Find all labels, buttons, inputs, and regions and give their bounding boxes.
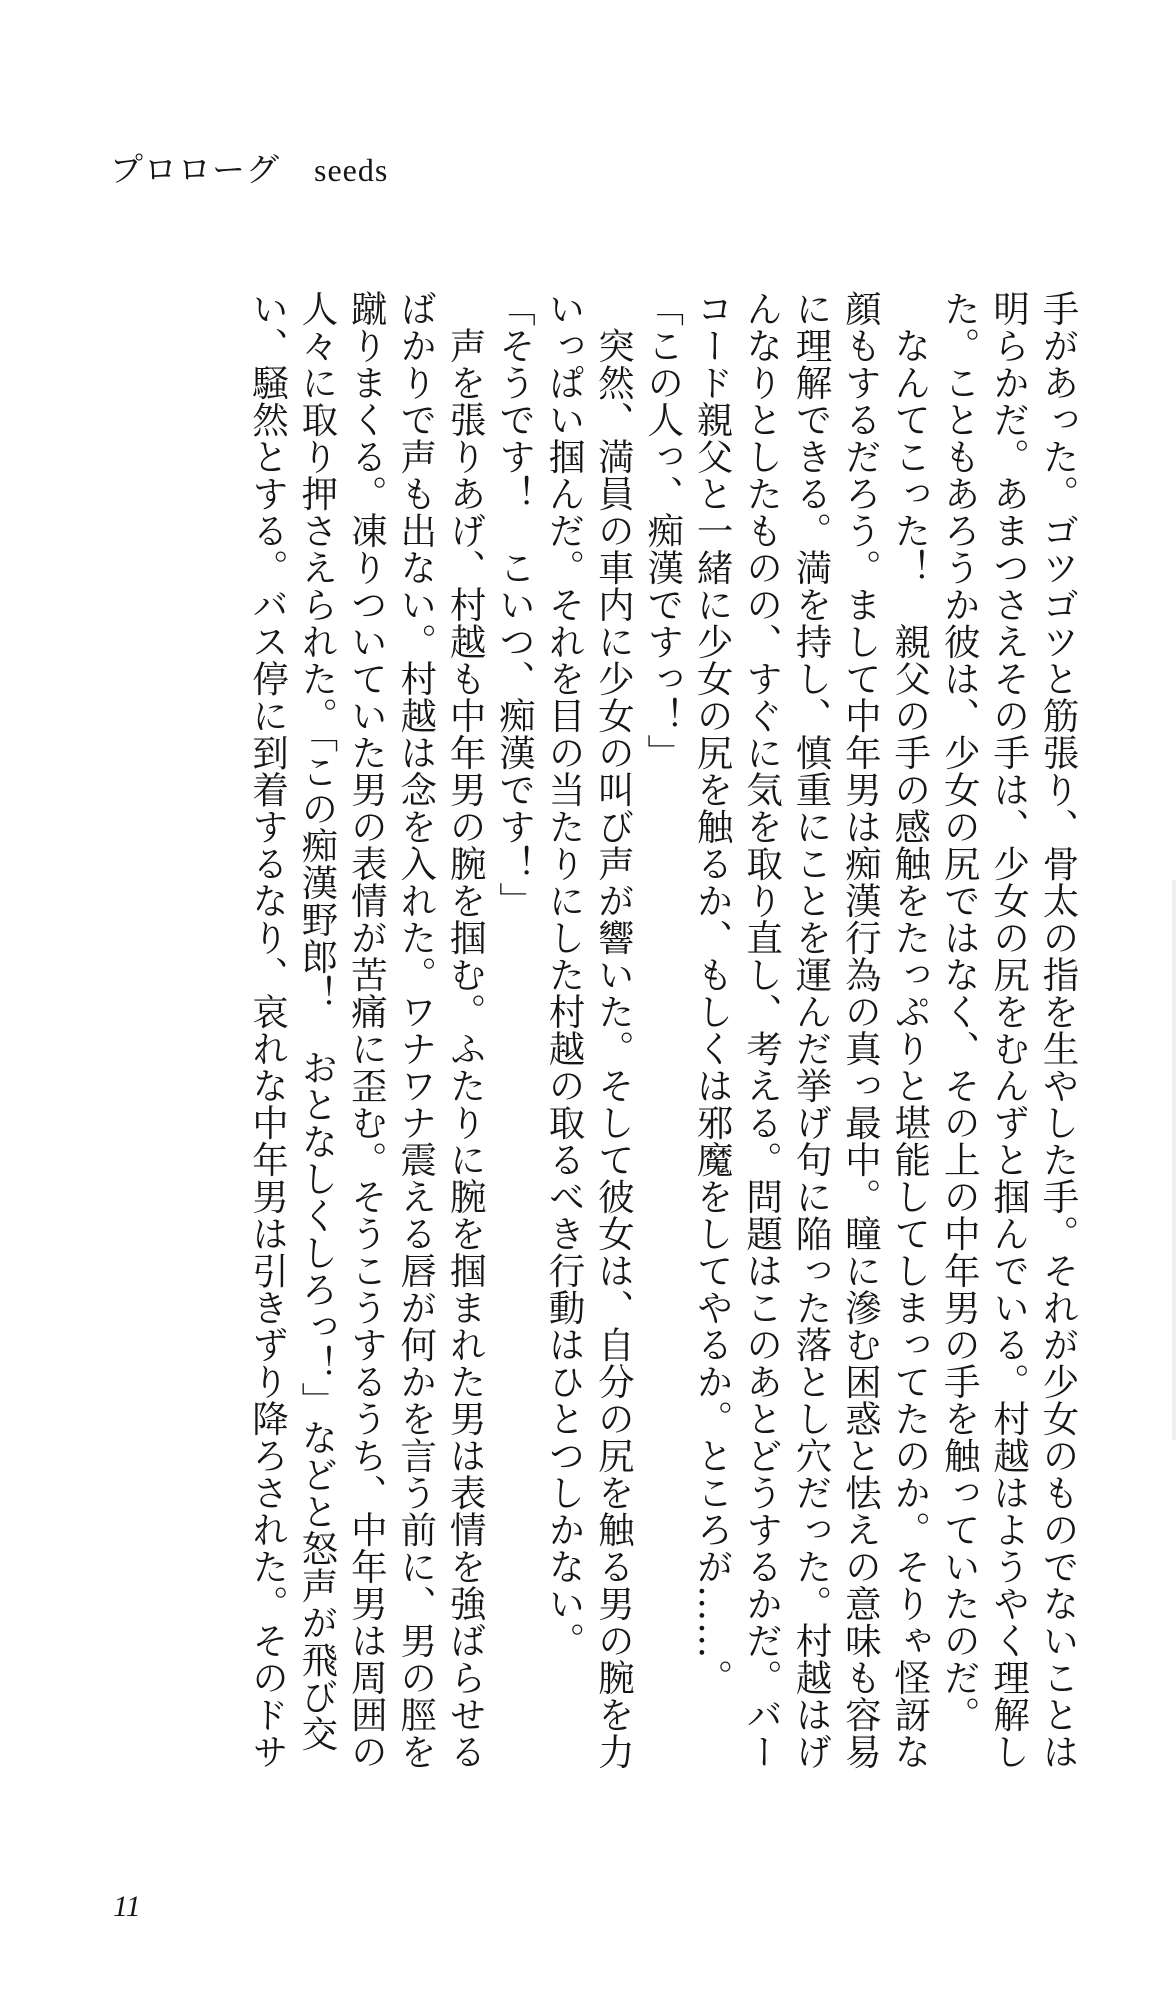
text-line: 顔もするだろう。まして中年男は痴漢行為の真っ最中。瞳に滲む困惑と怯えの意味も容易 — [839, 290, 883, 1770]
chapter-subtitle: seeds — [314, 152, 389, 188]
text-line: た。こともあろうか彼は、少女の尻ではなく、その上の中年男の手を触っていたのだ。 — [938, 290, 982, 1733]
text-line: 突然、満員の車内に少女の叫び声が響いた。そして彼女は、自分の尻を触る男の腕を力 — [592, 290, 636, 1770]
text-line: 声を張りあげ、村越も中年男の腕を掴む。ふたりに腕を掴まれた男は表情を強ばらせる — [444, 290, 488, 1770]
page-number: 11 — [113, 1890, 141, 1923]
text-line: コード親父と一緒に少女の尻を触るか、もしくは邪魔をしてやるか。ところが……。 — [691, 290, 735, 1696]
text-line: い、騒然とする。バス停に到着するなり、哀れな中年男は引きずり降ろされた。そのドサ — [246, 290, 290, 1770]
text-line: なんてこった！ 親父の手の感触をたっぷりと堪能してしまってたのか。そりゃ怪訝な — [888, 290, 932, 1770]
body-text — [83, 290, 1083, 1810]
text-line: 「そうです！ こいつ、痴漢です！」 — [493, 290, 537, 919]
chapter-title: プロローグ — [110, 150, 280, 189]
text-line: 蹴りまくる。凍りついていた男の表情が苦痛に歪む。そうこうするうち、中年男は周囲の — [345, 290, 389, 1770]
text-line: 明らかだ。あまつさえその手は、少女の尻をむんずと掴んでいる。村越はようやく理解し — [987, 290, 1031, 1770]
page-edge-shadow — [1172, 880, 1176, 1440]
text-line: に理解できる。満を持し、慎重にことを運んだ挙げ句に陥った落とし穴だった。村越はげ — [789, 290, 833, 1770]
text-line: 手があった。ゴツゴツと筋張り、骨太の指を生やした手。それが少女のものでないことは — [1037, 290, 1080, 1770]
text-line: 「この人っ、痴漢ですっ！」 — [641, 290, 685, 771]
chapter-header — [110, 150, 388, 190]
text-line: いっぱい掴んだ。それを目の当たりにした村越の取るべき行動はひとつしかない。 — [542, 290, 586, 1659]
text-line: 人々に取り押さえられた。「この痴漢野郎！ おとなしくしろっ！」などと怒声が飛び交 — [295, 290, 339, 1752]
text-line: ばかりで声も出ない。村越は念を入れた。ワナワナ震える唇が何かを言う前に、男の脛を — [394, 290, 438, 1770]
text-line: んなりとしたものの、すぐに気を取り直し、考える。問題はこのあとどうするかだ。バー — [740, 290, 784, 1770]
